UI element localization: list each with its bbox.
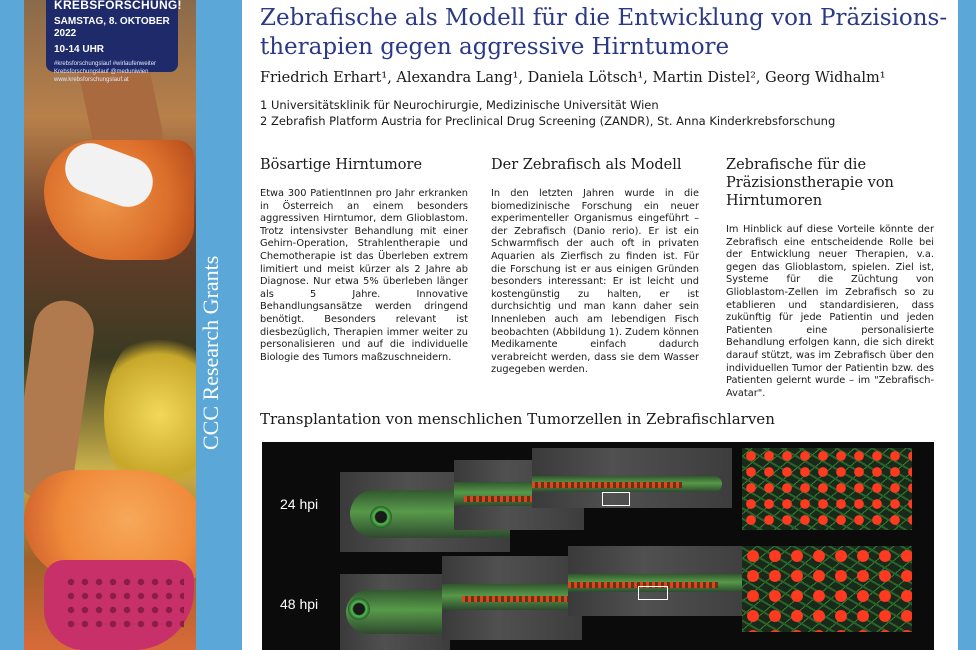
poster-title <box>260 4 950 62</box>
column-heading: Der Zebrafisch als Modell <box>491 157 682 173</box>
title-line-1: Zebrafische als Modell für die Entwicklung von Präzisions- <box>260 5 948 31</box>
banner-date: SAMSTAG, 8. OKTOBER 2022 <box>54 16 170 39</box>
poster-main <box>242 0 958 650</box>
title-line-2: therapien gegen aggressive Hirntumore <box>260 34 730 60</box>
figure-title: Transplantation von menschlichen Tumorzellen in Zebrafischlarven <box>260 410 775 428</box>
column-text: Etwa 300 PatientInnen pro Jahr erkranken in Österreich an einem besonders aggressiven Hirntumor, dem Glioblastom. Trotz intensivster Behandlung mit einer Gehirn-Operation, Strahlentherapie und Chemotherapie ist das Überleben extrem limitiert und meist kürzer als 2 Jahre ab Diagnose. Nur etwa 5% überleben länger als 5 Jahre. Innovative Behandlungsansätze werden dringend benötigt. Besonders relevant ist diesbezüglich, Therapien immer weiter zu personalisieren und auf die individuelle Biologie des Tumors maßzuschneidern. <box>260 188 468 363</box>
label-48hpi: 48 hpi <box>280 596 319 612</box>
left-frame-bar <box>0 0 24 650</box>
column-zebrafisch-modell <box>491 156 699 377</box>
banner-url: www.krebsforschungslauf.at <box>54 77 129 83</box>
banner-social: Krebsforschungslauf @meduniwien <box>54 69 149 75</box>
banner-tags: #krebsforschungslauf #wirlaufenweiter <box>54 61 157 67</box>
right-frame-bar <box>958 0 976 650</box>
banner-time: 10-14 UHR <box>54 44 105 55</box>
affiliations <box>260 97 835 129</box>
larva-24hpi-tail <box>532 448 732 508</box>
label-24hpi: 24 hpi <box>280 496 319 512</box>
column-text: Im Hinblick auf diese Vorteile könnte der Zebrafisch eine entscheidende Rolle bei der Entwicklung neuer Therapien, v.a. gegen das Glioblastom, spielen. Ziel ist, Systeme für die Züchtung von Glioblastom-Zellen im Zebrafisch so zu etablieren und standardisieren, dass zukünftig für jede Patientin und jeden Patienten eine personalisierte Behandlung erfolgen kann, die sich direkt darauf stützt, was im Zebrafisch über den individuellen Tumor der Patientin bzw. des Patienten gelernt wurde – im "Zebrafisch-Avatar". <box>726 224 934 399</box>
affiliation-1: 1 Universitätsklinik für Neurochirurgie, Medizinische Universität Wien <box>260 98 659 112</box>
runner-photo <box>24 0 196 650</box>
zoom-box-24hpi <box>602 492 630 506</box>
banner-title: KREBSFORSCHUNG! <box>54 0 182 12</box>
zebrafish-figure <box>262 442 934 650</box>
zoom-box-48hpi <box>638 586 668 600</box>
affiliation-2: 2 Zebrafish Platform Austria for Preclinical Drug Screening (ZANDR), St. Anna Kinderkrebsforschung <box>260 114 836 128</box>
column-text: In den letzten Jahren wurde in die biomedizinische Forschung ein neuer experimenteller Organismus eingeführt – der Zebrafisch (Danio rerio). Er ist ein Schwarmfisch der auch oft in privaten Aquarien als Zierfisch zu finden ist. Für die Forschung ist er aus einigen Gründen besonders interessant: Er ist leicht und kostengünstig zu halten, er ist durchsichtig und man kann daher sein Innenleben auch am lebendigen Fisch beobachten (Abbildung 1). Zudem können Medikamente einfach dadurch verabreicht werden, dass sie dem Wasser zugegeben werden. <box>491 188 699 376</box>
event-banner <box>46 0 182 83</box>
larva-48hpi-tail <box>568 546 758 616</box>
zoom-48hpi <box>742 546 912 632</box>
column-heading: Bösartige Hirntumore <box>260 157 423 173</box>
vertical-label <box>198 404 224 450</box>
larva-48hpi-mid <box>442 556 582 640</box>
zoom-24hpi <box>742 448 912 530</box>
larva-48hpi-head <box>340 574 450 650</box>
column-praezisionstherapie <box>726 156 934 400</box>
column-heading: Zebrafische für die Präzisionstherapie von Hirntumoren <box>726 157 894 209</box>
column-hirntumore <box>260 156 468 364</box>
authors: Friedrich Erhart¹, Alexandra Lang¹, Daniela Lötsch¹, Martin Distel², Georg Widhalm¹ <box>260 70 886 86</box>
